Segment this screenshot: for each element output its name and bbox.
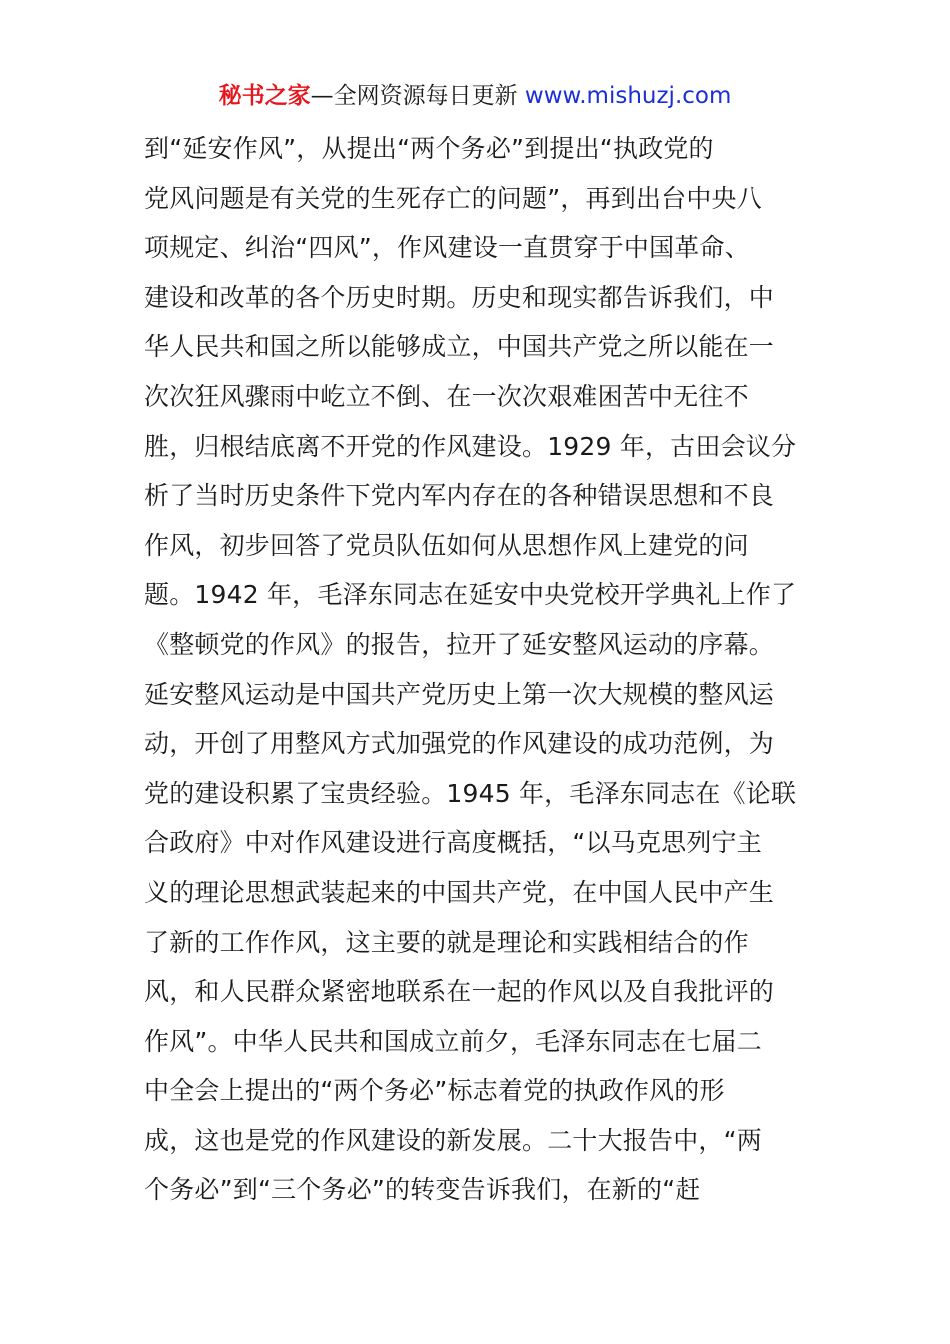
text-line: 个务必”到“三个务必”的转变告诉我们，在新的“赶	[144, 1175, 701, 1205]
header-slogan: —全网资源每日更新	[310, 83, 525, 109]
text-line: 题。1942 年，毛泽东同志在延安中央党校开学典礼上作了	[144, 580, 797, 610]
page-header	[0, 80, 950, 112]
text-line: 党的建设积累了宝贵经验。1945 年，毛泽东同志在《论联	[144, 778, 797, 808]
brand-name: 秘书之家	[218, 83, 311, 109]
text-line: 义的理论思想武装起来的中国共产党，在中国人民中产生	[144, 877, 775, 907]
text-line: 次次狂风骤雨中屹立不倒、在一次次艰难困苦中无往不	[144, 381, 749, 411]
text-line: 华人民共和国之所以能够成立，中国共产党之所以能在一	[144, 332, 775, 362]
text-line: 胜，归根结底离不开党的作风建设。1929 年，古田会议分	[144, 431, 797, 461]
text-line: 作风”。中华人民共和国成立前夕，毛泽东同志在七届二	[144, 1026, 762, 1056]
text-line: 中全会上提出的“两个务必”标志着党的执政作风的形	[144, 1076, 725, 1106]
text-line: 《整顿党的作风》的报告，拉开了延安整风运动的序幕。	[144, 629, 775, 659]
document-body	[144, 124, 824, 1215]
text-line: 了新的工作作风，这主要的就是理论和实践相结合的作	[144, 927, 749, 957]
text-line: 动，开创了用整风方式加强党的作风建设的成功范例，为	[144, 729, 775, 759]
text-line: 延安整风运动是中国共产党历史上第一次大规模的整风运	[144, 679, 775, 709]
text-line: 作风，初步回答了党员队伍如何从思想作风上建党的问	[144, 530, 749, 560]
site-url[interactable]: www.mishuzj.com	[524, 83, 732, 109]
text-line: 建设和改革的各个历史时期。历史和现实都告诉我们，中	[144, 282, 775, 312]
text-line: 析了当时历史条件下党内军内存在的各种错误思想和不良	[144, 481, 775, 511]
text-line: 风，和人民群众紧密地联系在一起的作风以及自我批评的	[144, 977, 775, 1007]
text-line: 到“延安作风”，从提出“两个务必”到提出“执政党的	[144, 134, 714, 163]
text-line: 项规定、纠治“四风”，作风建设一直贯穿于中国革命、	[144, 233, 750, 263]
text-line: 合政府》中对作风建设进行高度概括，“以马克思列宁主	[144, 828, 762, 858]
text-line: 党风问题是有关党的生死存亡的问题”，再到出台中央八	[144, 183, 762, 213]
text-line: 成，这也是党的作风建设的新发展。二十大报告中，“两	[144, 1125, 762, 1155]
